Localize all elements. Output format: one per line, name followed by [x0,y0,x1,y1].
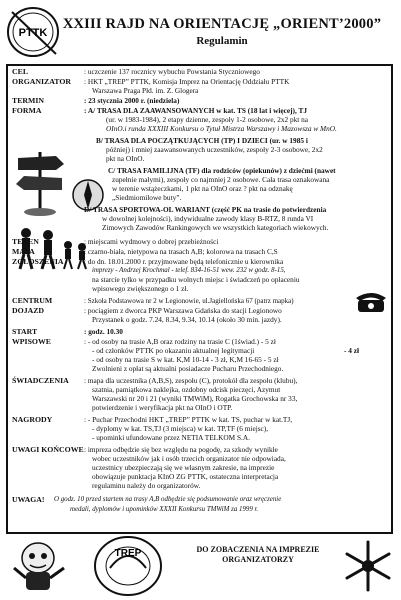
trep-stamp-icon [92,534,164,598]
text-centrum: : Szkoła Podstawowa nr 2 w Legionowie, ul.Jagiellońska 67 (patrz mapka) [84,297,294,305]
text-wpisowe-3: - od osoby na trasie S w kat. K,M 10-14 - 3 zł, K,M 16-65 - 5 zł [92,355,279,364]
text-mapa: : czarno-biała, nietypowa na trasach A,B; kolorowa na trasach C,S [84,247,278,256]
text-uwaga-1: O godz. 10 przed startem na trasy A,B odbędzie się podsumowanie oraz wręczenie [54,496,282,503]
stamp-text: TREP [114,548,142,559]
text-forma-b1: B/ TRASA DLA POCZĄTKUJĄCYCH (TP) I DZIECI (ur. w 1985 i [96,136,308,145]
text-forma-b3: pkt na OInO. [106,154,145,163]
text-uwagi-4: obowiązuje punktacja KInO ZG PTTK, ostateczna interpretacja [92,472,279,481]
text-cel: : uczczenie 137 rocznicy wybuchu Powstania Styczniowego [84,67,260,76]
footer-line-1: DO ZOBACZENIA NA IMPREZIE [196,545,320,554]
text-forma-c4: „Siedmiomilowe buty”. [112,193,182,202]
text-forma-a1: : A/ TRASA DLA ZAAWANSOWANYCH w kat. TS (18 lat i więcej), TJ [84,106,307,115]
text-wpisowe-1: : - od osoby na trasie A,B oraz rodziny na trasie C (1świad.) - 5 zł [84,337,276,346]
label-dojazd: DOJAZD [12,306,45,315]
text-organizator-2: Warszawa Praga Płd. im. Z. Glogera [92,86,199,95]
text-dojazd-2: Przystanek o godz. 7.24, 8.34, 9.34, 10.14 (około 30 min. jazdy). [92,315,282,324]
text-dojazd-1: : pociągiem z dworca PKP Warszawa Gdańska do stacji Legionowo [84,306,282,315]
label-cel: CEL [12,67,29,76]
label-zgloszenia: ZGŁOSZENIA [12,257,64,266]
text-wpisowe-2: - od członków PTTK po okazaniu aktualnej legitymacji [92,346,255,355]
text-forma-c2: zupełnie małymi), zespoły co najmniej 2 osobowe. Cała trasa oznakowana [112,175,330,184]
label-mapa: MAPA [12,247,35,256]
text-forma-b2: później) i mniej zaawansowanych uczestników, zespoły 2-3 osobowe, 2x2 [106,145,323,154]
text-organizator-1: : HKT „TREP” PTTK, Komisja Imprez na Orientację Oddziału PTTK [84,77,290,86]
text-termin: : 23 stycznia 2000 r. (niedziela) [84,96,180,105]
signpost-icon [10,148,70,218]
text-swiadczenia-1: : mapa dla uczestnika (A,B,S), zespołu (C), protokół dla zespołu (klubu), [84,376,298,385]
label-uwagi-koncowe: UWAGI KOŃCOWE [12,445,84,454]
label-start: START [12,327,38,336]
text-wpisowe-4: Zwolnieni z opłat są aktualni posiadacze Pucharu Przechodniego. [92,364,284,373]
text-nagrody-2: - dyplomy w kat. TS,TJ (3 miejsca) w kat. TP,TF (6 miejsc), [92,424,269,433]
label-teren: TEREN [12,237,39,246]
text-wpisowe-2-value: - 4 zł [344,346,359,355]
pttk-logo-icon [6,6,60,58]
snowflake-icon [340,538,396,594]
text-forma-c3: w terenie wstążeczkami, 1 pkt na OInO oraz ? pkt na odznakę [112,184,293,193]
text-forma-a3: OInO.i runda XXXIII Konkursu o Tytuł Mistrza Warszawy i Mazowsza w MnO. [106,124,337,133]
text-uwagi-5: regulaminu należy do organizatorów. [92,481,201,490]
text-swiadczenia-2: szatnia, pamiątkowa naklejka, ozdobny odcisk pieczęci, Azymut [92,385,281,394]
text-zgloszenia-1: : do dn. 18.01.2000 r. przyjmowane będą telefonicznie u kierownika [84,257,284,266]
text-swiadczenia-4: potwierdzenie i weryfikacja pkt na OInO i OTP. [92,403,233,412]
text-uwagi-2: wobec uczestników jak i osób trzecich organizator nie odpowiada, [92,454,286,463]
label-termin: TERMIN [12,96,45,105]
telephone-icon [354,290,388,314]
text-teren: : miejscami wydmowy o dobrej przebieżności [84,237,219,246]
text-forma-d2: w dowolnej kolejności), indywidualne zawody klasy B-RTZ, 8 runda VI [102,214,314,223]
text-forma-c1: C/ TRASA FAMILIJNA (TF) dla rodziców (opiekunów) z dziećmi (nawet [108,166,336,175]
text-nagrody-1: : - Puchar Przechodni HKT „TREP” PTTK w kat. TS, puchar w kat.TJ, [84,415,293,424]
text-zgloszenia-2: imprezy - Andrzej Krochmal - telef. 834-16-51 wew. 232 w godz. 8-15, [92,267,286,274]
text-swiadczenia-3: Warszawski nr 20 i 21 (wyniki TMWiM), Rogatka Grochowska nr 33, [92,394,298,403]
logo-text: PTTK [18,27,48,39]
label-nagrody: NAGRODY [12,415,53,424]
text-zgloszenia-4: wpisowego zwiększonego o 1 zł. [92,284,189,293]
text-zgloszenia-3: na starcie tylko w przypadku wolnych miejsc i świadczeń po opłaceniu [92,275,300,284]
text-start: : godz. 10.30 [84,327,123,336]
text-forma-a2: (ur. w 1983-1984), 2 etapy dzienne, zespoły 1-2 osobowe, 2x2 pkt na [106,115,309,124]
label-organizator: ORGANIZATOR [12,77,72,86]
label-swiadczenia: ŚWIADCZENIA [12,376,69,385]
label-wpisowe: WPISOWE [12,337,51,346]
text-uwagi-3: uczestnicy ubezpieczają się we własnym zakresie, na imprezie [92,463,275,472]
label-uwaga: UWAGA! [12,495,45,504]
label-centrum: CENTRUM [12,296,53,305]
cartoon-figure-icon [8,538,70,596]
footer-line-2: ORGANIZATORZY [222,555,294,564]
label-forma: FORMA [12,106,42,115]
text-nagrody-3: - upominki ufundowane przez NETIA TELKOM S.A. [92,433,250,442]
page-title: XXIII RAJD NA ORIENTACJĘ „ORIENT’2000” [62,16,382,32]
text-forma-d1: D/ TRASA SPORTOWA-OL WARIANT (część PK na trasie do potwierdzenia [84,205,327,214]
page-subtitle: Regulamin [196,35,248,47]
text-forma-d3: Zimowych Zawodów Rankingowych we wszystkich kategoriach wiekowych. [102,223,329,232]
text-uwaga-2: medali, dyplomów i upominków XXXII Konkursu TMWiM za 1999 r. [70,506,259,513]
footer-message [178,545,338,565]
text-uwagi-1: : impreza odbędzie się bez względu na pogodę, za szkody wynikłe [84,445,278,454]
